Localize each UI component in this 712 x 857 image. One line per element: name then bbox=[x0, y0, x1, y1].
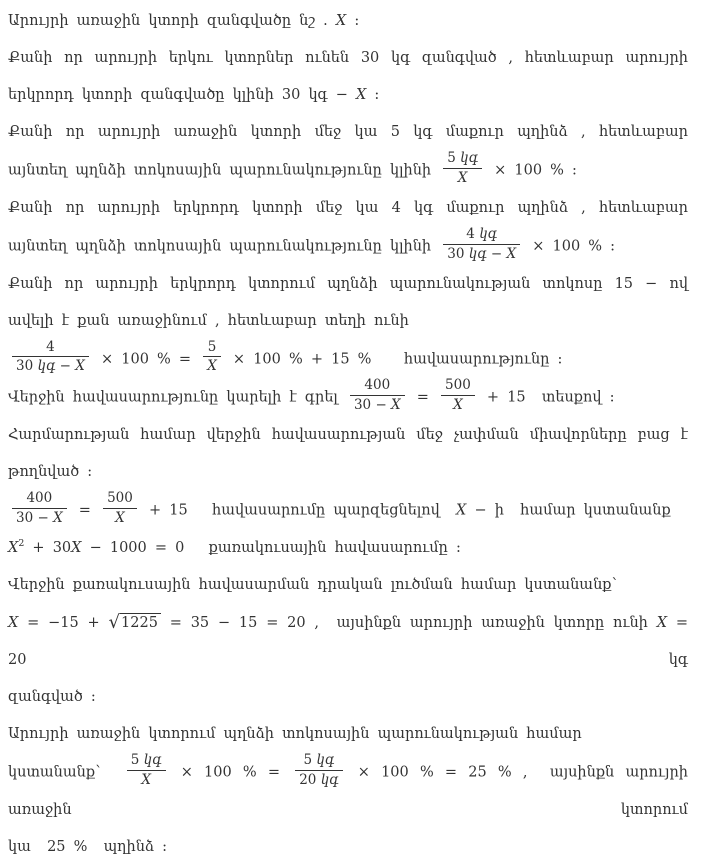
fraction-denominator bbox=[443, 169, 482, 187]
fraction-numerator bbox=[103, 490, 137, 509]
text-run: կա 25 % պղինձ ։ bbox=[8, 838, 168, 855]
paragraph bbox=[8, 530, 688, 567]
fraction bbox=[203, 339, 221, 376]
text-run: Քանի որ արույրի երկրորդ կտորի մեջ կա 4 կգ մաքուր պղինձ , հետևաբար bbox=[8, 199, 688, 216]
math-variable: X bbox=[8, 539, 19, 556]
text-run: ավելի է քան առաջինում , հետևաբար տեղի ունի bbox=[8, 312, 409, 329]
math-variable: X bbox=[8, 614, 19, 631]
text-run: = 20 կգ bbox=[8, 614, 688, 668]
math-variable: կգ bbox=[479, 225, 498, 242]
fraction-denominator bbox=[203, 357, 221, 375]
math-variable: X bbox=[71, 539, 82, 556]
formula-line bbox=[8, 530, 688, 567]
paragraph bbox=[8, 491, 688, 530]
math-variable: կգ bbox=[320, 771, 339, 788]
text-run: 5 bbox=[447, 150, 461, 166]
text-line bbox=[8, 567, 688, 604]
fraction-denominator bbox=[295, 771, 342, 789]
text-run: 400 bbox=[26, 490, 53, 506]
radical-sign-icon: √ bbox=[108, 611, 121, 633]
text-line bbox=[8, 303, 688, 340]
text-run: թողնված ։ bbox=[8, 464, 93, 480]
text-run: Քանի որ արույրի երկրորդ կտորում պղնձի պարունակության տոկոսը 15 − ով bbox=[8, 275, 688, 292]
text-run: × 100 % = bbox=[169, 764, 292, 781]
math-variable: X bbox=[335, 13, 347, 29]
text-run: 4 bbox=[466, 225, 480, 242]
paragraph bbox=[8, 266, 688, 379]
paragraph bbox=[8, 190, 688, 266]
text-run: Վերջին քառակուսային հավասարման դրական լուծման համար կստանանք՝ bbox=[8, 576, 617, 593]
paragraph bbox=[8, 567, 688, 604]
text-run: + 30 bbox=[24, 539, 72, 556]
text-run: 500 bbox=[107, 490, 133, 506]
math-variable: X bbox=[53, 509, 63, 526]
math-variable: կգ bbox=[143, 751, 162, 768]
text-run: − 1000 = 0 քառակուսային հավասարումը ։ bbox=[81, 539, 461, 556]
text-line bbox=[8, 829, 688, 857]
text-run: ։ bbox=[366, 87, 380, 103]
text-run: Քանի որ արույրի առաջին կտորի մեջ կա 5 կգ մաքուր պղինձ , հետևաբար bbox=[8, 124, 688, 140]
text-run: Վերջին հավասարությունը կարելի է գրել bbox=[8, 389, 346, 406]
text-run: + 15 տեսքով ։ bbox=[478, 389, 615, 406]
text-run: 5 bbox=[130, 751, 144, 768]
math-variable: X bbox=[115, 509, 125, 526]
text-run: = bbox=[70, 502, 100, 519]
text-line bbox=[8, 114, 688, 151]
text-run: 1225 bbox=[121, 614, 158, 631]
text-line bbox=[8, 679, 688, 716]
fraction bbox=[103, 490, 137, 527]
fraction-denominator bbox=[350, 396, 405, 414]
paragraph bbox=[8, 417, 688, 491]
math-variable: X bbox=[391, 397, 401, 414]
text-line bbox=[8, 417, 688, 454]
fraction-numerator bbox=[12, 339, 89, 358]
fraction bbox=[12, 339, 89, 376]
text-run: 30 − bbox=[353, 397, 392, 414]
math-variable: կգ bbox=[316, 751, 335, 768]
fraction bbox=[12, 490, 67, 527]
formula-line bbox=[8, 604, 688, 679]
math-variable: X bbox=[75, 358, 85, 375]
text-run: 20 bbox=[299, 771, 321, 788]
radicand bbox=[120, 613, 161, 631]
text-run: × 100 % ։ bbox=[486, 162, 577, 179]
text-line bbox=[8, 3, 688, 40]
text-run: − bbox=[55, 358, 76, 375]
text-run: × 100 % = 25 % , այսինքն արույրի առաջին կտորում bbox=[8, 764, 688, 818]
fraction bbox=[443, 150, 482, 187]
text-run: 5 bbox=[303, 751, 317, 768]
text-line bbox=[8, 190, 688, 227]
text-run: ։ bbox=[346, 13, 360, 29]
fraction-numerator bbox=[12, 490, 67, 509]
fraction-denominator bbox=[103, 509, 137, 527]
formula-line bbox=[8, 227, 688, 266]
math-variable: կգ bbox=[468, 245, 487, 262]
text-run: 5 bbox=[207, 338, 217, 355]
text-run: կստանանք՝ bbox=[8, 764, 123, 781]
text-run: զանգված ։ bbox=[8, 688, 96, 705]
fraction-numerator bbox=[443, 150, 482, 169]
text-run: = −15 + bbox=[18, 614, 109, 631]
fraction-numerator bbox=[443, 226, 520, 245]
paragraph bbox=[8, 378, 688, 417]
text-line bbox=[8, 716, 688, 753]
math-variable: X bbox=[141, 771, 151, 788]
paragraph bbox=[8, 114, 688, 190]
math-variable: X bbox=[457, 169, 468, 186]
fraction-numerator bbox=[441, 377, 475, 396]
fraction-numerator bbox=[295, 752, 342, 771]
formula-line bbox=[8, 340, 688, 379]
paragraph bbox=[8, 40, 688, 114]
exponent: 2 bbox=[18, 537, 25, 549]
math-variable: X bbox=[506, 245, 517, 262]
formula-line bbox=[8, 753, 688, 829]
text-run: 4 bbox=[46, 338, 55, 355]
text-run: 30 bbox=[16, 358, 38, 375]
text-line bbox=[8, 40, 688, 77]
text-run: 30 − bbox=[16, 509, 54, 526]
text-run: × 100 % ։ bbox=[524, 238, 616, 255]
text-run: = bbox=[408, 389, 438, 406]
paragraph bbox=[8, 604, 688, 716]
fraction bbox=[441, 377, 475, 414]
fraction-numerator bbox=[127, 752, 166, 771]
text-run: 500 bbox=[445, 377, 471, 394]
text-run: Արույրի առաջին կտորում պղնձի տոկոսային պարունակության համար bbox=[8, 725, 582, 742]
fraction-denominator bbox=[12, 509, 67, 527]
fraction bbox=[127, 752, 166, 789]
formula-line bbox=[8, 151, 688, 190]
fraction-numerator bbox=[203, 339, 221, 358]
math-variable: կգ bbox=[37, 358, 56, 375]
text-run: = 35 − 15 = 20 , այսինքն արույրի առաջին կտորը ունի bbox=[160, 614, 657, 631]
text-line bbox=[8, 266, 688, 303]
fraction-denominator bbox=[443, 245, 520, 263]
math-variable: X bbox=[656, 614, 668, 631]
fraction-denominator bbox=[12, 357, 89, 375]
text-run: × 100 % + 15 % հավասարությունը ։ bbox=[224, 350, 563, 367]
fraction-numerator bbox=[350, 377, 405, 396]
text-line bbox=[8, 454, 688, 491]
fraction-denominator bbox=[127, 771, 166, 789]
text-line bbox=[8, 77, 688, 114]
math-variable: X bbox=[356, 87, 367, 103]
text-run: Քանի որ արույրի երկու կտորներ ունեն 30 կգ զանգված , հետևաբար արույրի bbox=[8, 50, 688, 66]
text-run: այնտեղ պղնձի տոկոսային պարունակությունը կլինի bbox=[8, 162, 440, 179]
math-variable: կգ bbox=[460, 150, 478, 166]
paragraph bbox=[8, 3, 688, 40]
fraction bbox=[350, 377, 405, 414]
text-run: 30 bbox=[447, 245, 469, 262]
formula-line bbox=[8, 491, 688, 530]
text-run: + 15 հավասարումը պարզեցնելով bbox=[140, 502, 457, 519]
math-variable: X bbox=[456, 502, 467, 519]
fraction bbox=[295, 752, 342, 789]
text-run: × 100 % = bbox=[92, 350, 200, 367]
text-run: երկրորդ կտորի զանգվածը կլինի 30 կգ − bbox=[8, 87, 356, 103]
fraction-denominator bbox=[441, 396, 475, 414]
fraction bbox=[443, 226, 520, 263]
math-variable: X bbox=[207, 358, 217, 375]
text-run: − bbox=[486, 245, 507, 262]
math-variable: X bbox=[453, 397, 463, 414]
square-root bbox=[108, 604, 160, 642]
paragraph bbox=[8, 716, 688, 857]
text-run: − ի համար կստանանք bbox=[466, 502, 671, 519]
formula-line bbox=[8, 378, 688, 417]
text-run: Արույրի առաջին կտորի զանգվածը նշ . bbox=[8, 13, 336, 29]
text-run: 400 bbox=[364, 377, 391, 394]
text-run: Հարմարության համար վերջին հավասարության մեջ չափման միավորները բաց է bbox=[8, 427, 688, 443]
text-run: այնտեղ պղնձի տոկոսային պարունակությունը կլինի bbox=[8, 238, 440, 255]
